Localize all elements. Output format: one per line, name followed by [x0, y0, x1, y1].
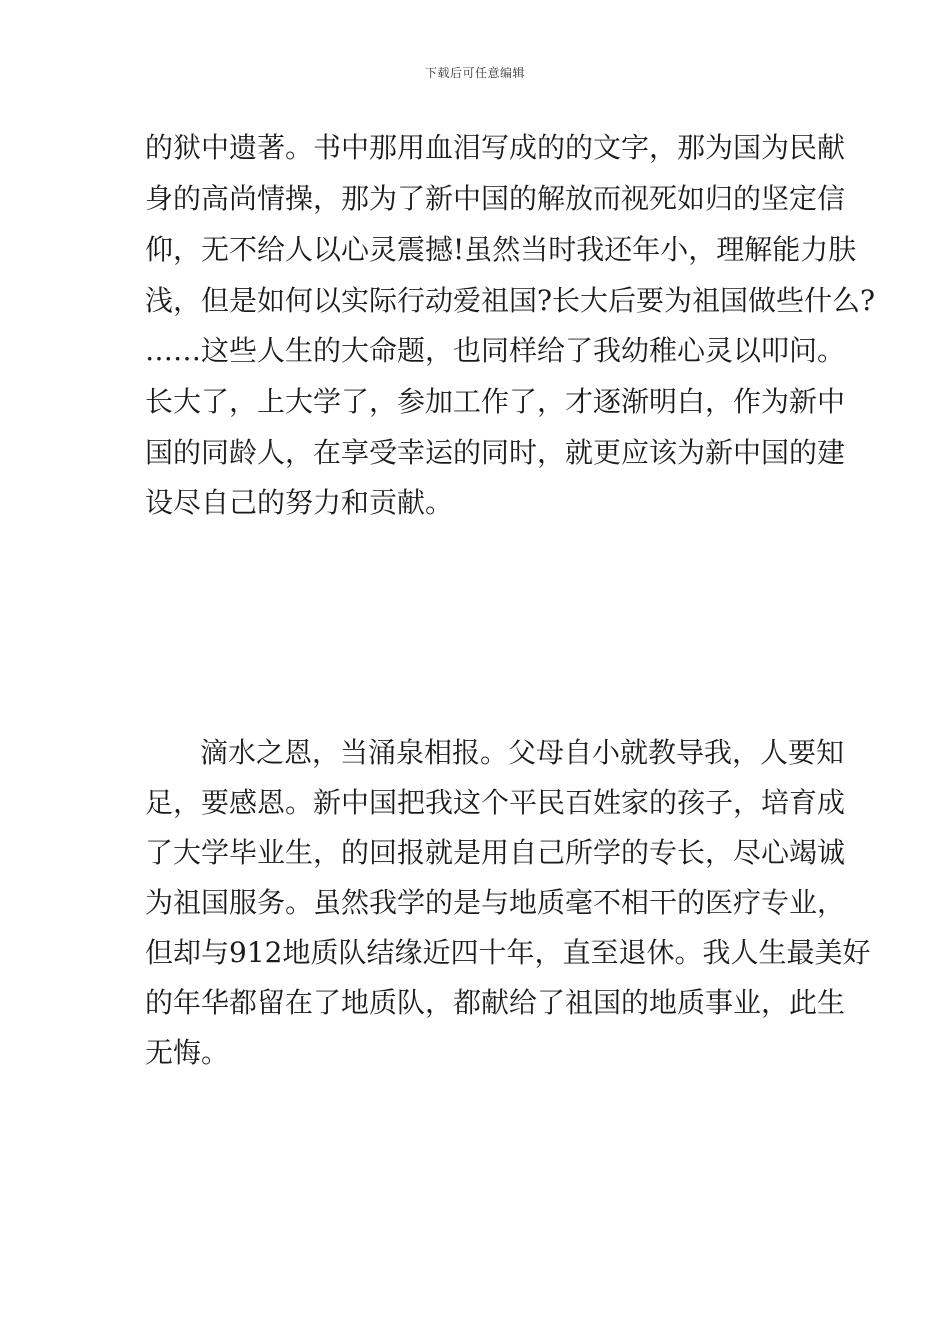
- paragraph-line: 仰，无不给人以心灵震撼!虽然当时我还年小，理解能力肤: [145, 233, 857, 266]
- paragraph-line: 足，要感恩。新中国把我这个平民百姓家的孩子，培育成: [145, 786, 846, 819]
- paragraph-line: 的年华都留在了地质队，都献给了祖国的地质事业，此生: [145, 986, 846, 1019]
- paragraph-line: 的狱中遗著。书中那用血泪写成的的文字，那为国为民献: [145, 131, 846, 164]
- paragraph-line: ……这些人生的大命题，也同样给了我幼稚心灵以叩问。: [145, 334, 846, 367]
- paragraph-line: 国的同龄人，在享受幸运的同时，就更应该为新中国的建: [145, 436, 846, 469]
- paragraph-line: 长大了，上大学了，参加工作了，才逐渐明白，作为新中: [145, 385, 846, 418]
- paragraph-line: 为祖国服务。虽然我学的是与地质毫不相干的医疗专业，: [145, 886, 846, 919]
- paragraph-line: 身的高尚情操，那为了新中国的解放而视死如归的坚定信: [145, 182, 846, 215]
- paragraph-line: 但却与912地质队结缘近四十年，直至退休。我人生最美好: [145, 936, 871, 969]
- paragraph-line: 了大学毕业生，的回报就是用自己所学的专长，尽心竭诚: [145, 836, 846, 869]
- paragraph-line: 无悔。: [145, 1036, 230, 1069]
- page-header: 下载后可任意编辑: [424, 66, 525, 80]
- paragraph-line: 滴水之恩，当涌泉相报。父母自小就教导我，人要知: [200, 736, 845, 769]
- paragraph-line: 设尽自己的努力和贡献。: [145, 486, 454, 519]
- paragraph-line: 浅，但是如何以实际行动爱祖国?长大后要为祖国做些什么?: [145, 284, 876, 317]
